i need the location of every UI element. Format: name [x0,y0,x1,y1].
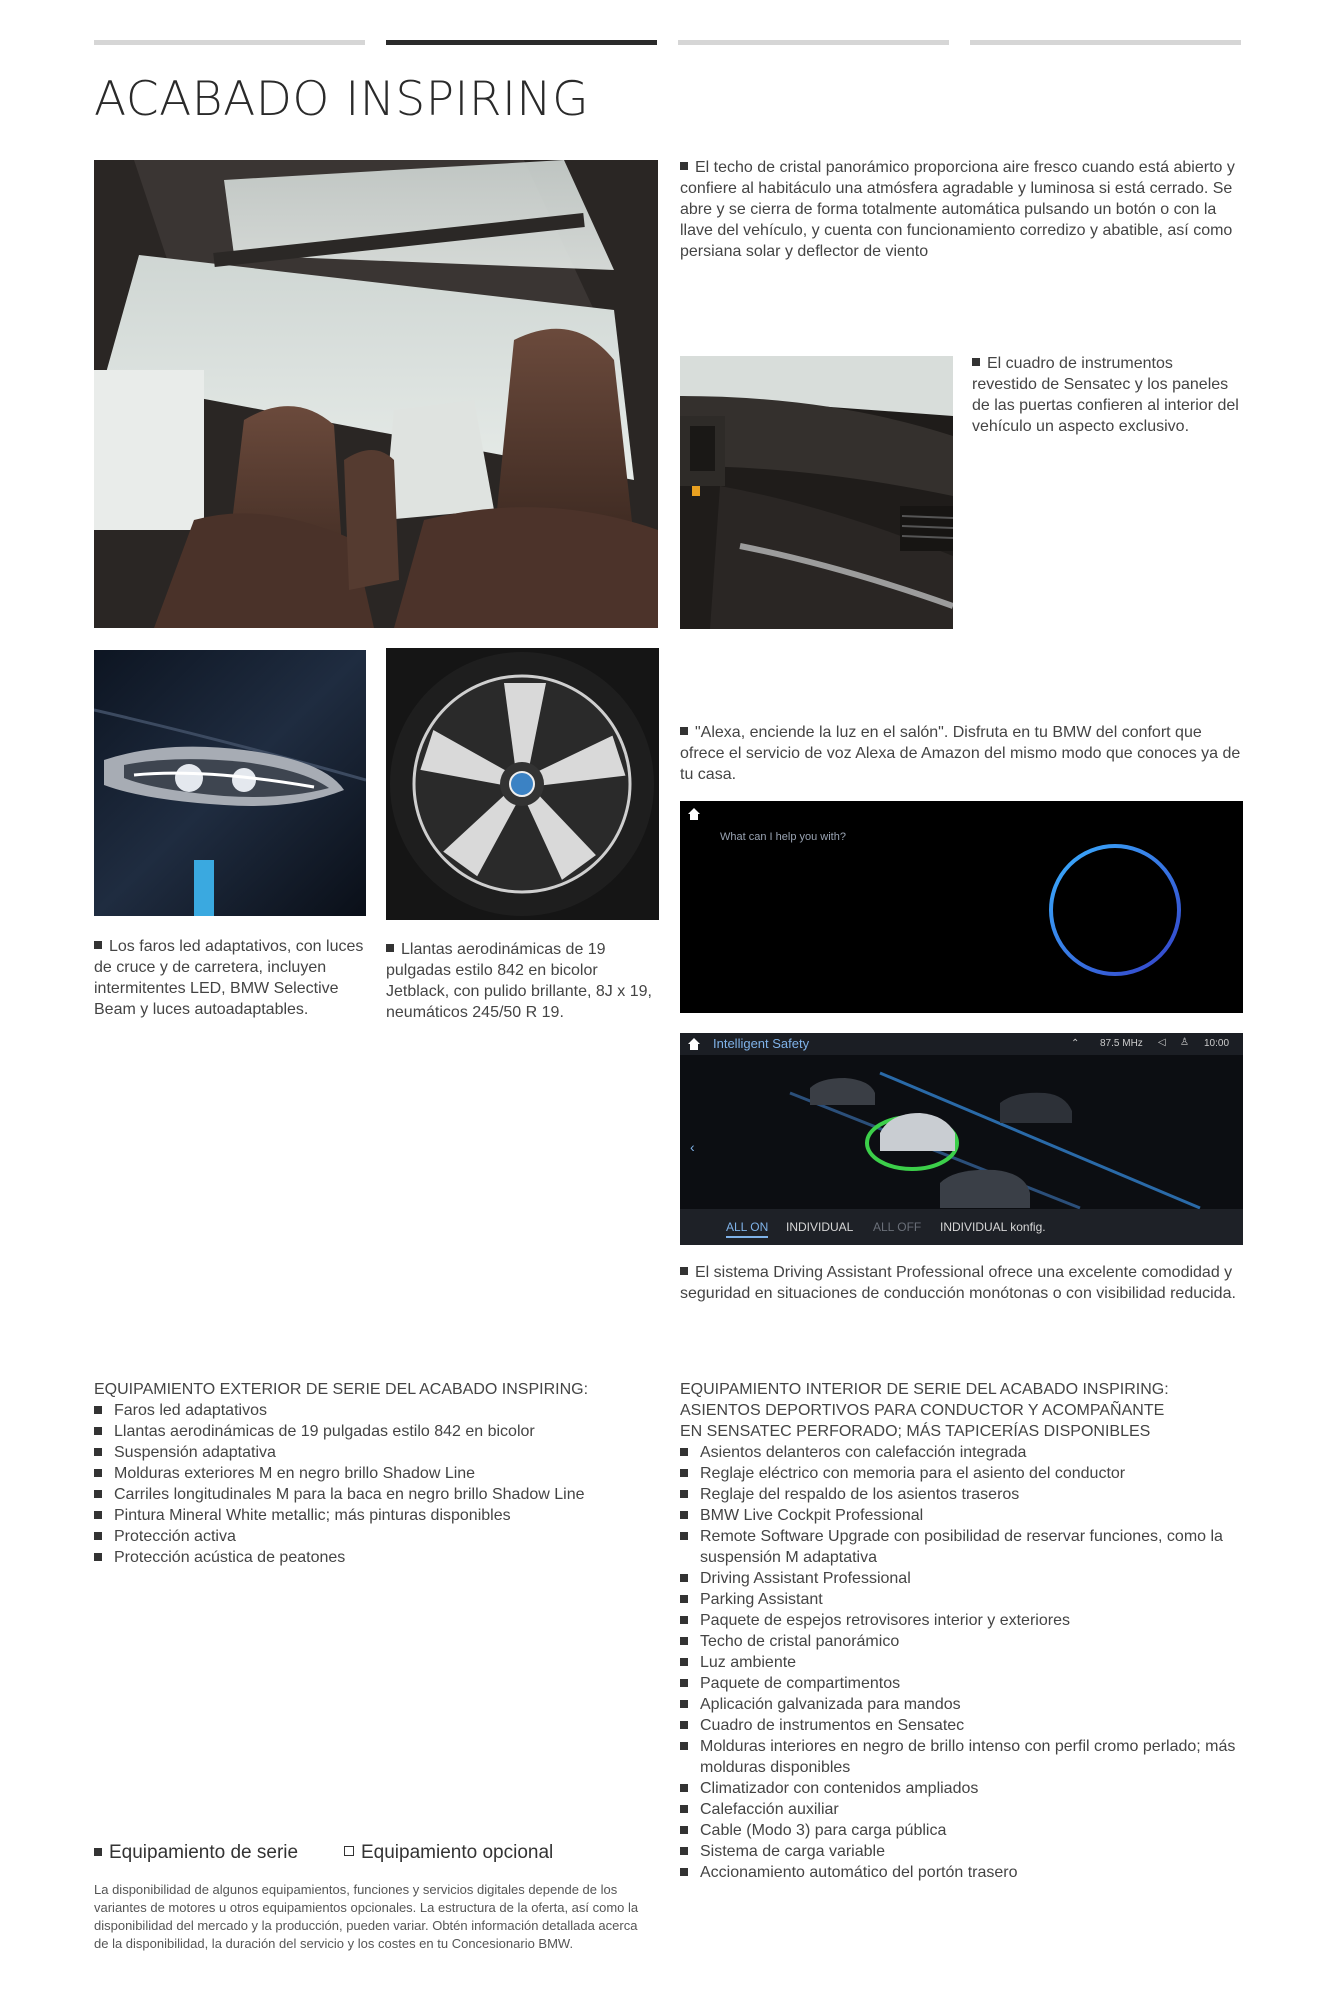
exterior-equipment-list [94,1400,654,1568]
interior-item [680,1694,1246,1715]
exterior-item [94,1484,654,1505]
interior-item-label: Paquete de espejos retrovisores interior y exteriores [700,1612,1070,1629]
clock-time: 10:00 [1204,1038,1230,1049]
chevron-up-icon[interactable]: ⌃ [1071,1038,1080,1049]
bullet-square-icon [94,1511,102,1519]
interior-equipment-title-1: EQUIPAMIENTO INTERIOR DE SERIE DEL ACABADO INSPIRING: [680,1381,1169,1398]
panoramic-roof-caption-text: El techo de cristal panorámico proporciona aire fresco cuando está abierto y confiere al habitáculo una atmósfera agradable y luminosa si está cerrado. Se abre y se cierra de forma totalmente automática pulsando un botón o con la llave del vehículo, y cuenta con funcionamiento corredizo y abatible, así como persiana solar y deflector de viento [680,159,1235,260]
all-off-button[interactable]: ALL OFF [873,1220,922,1234]
interior-equipment-title-2: ASIENTOS DEPORTIVOS PARA CONDUCTOR Y ACOMPAÑANTE [680,1402,1165,1419]
headlights-caption [94,936,369,1020]
individual-button[interactable]: INDIVIDUAL [786,1220,854,1234]
headlights-caption-text: Los faros led adaptativos, con luces de cruce y de carretera, incluyen intermitentes LED, BMW Selective Beam y luces autoadaptables. [94,938,364,1018]
bullet-square-icon [680,1490,688,1498]
exterior-item [94,1463,654,1484]
headlight-photo [94,650,366,916]
safety-title: Intelligent Safety [713,1036,810,1051]
page-title: ACABADO INSPIRING [94,72,590,127]
interior-item [680,1820,1246,1841]
speaker-icon[interactable]: ◁ [1158,1037,1166,1048]
bullet-square-icon [94,1427,102,1435]
interior-item-label: Accionamiento automático del portón trasero [700,1864,1018,1881]
bullet-square-icon [680,1805,688,1813]
exterior-equipment-title: EQUIPAMIENTO EXTERIOR DE SERIE DEL ACABADO INSPIRING: [94,1381,589,1398]
legend-standard [94,1842,298,1864]
exterior-item-label: Pintura Mineral White metallic; más pinturas disponibles [114,1507,511,1524]
interior-item-label: Aplicación galvanizada para mandos [700,1696,961,1713]
interior-item [680,1778,1246,1799]
interior-item-label: BMW Live Cockpit Professional [700,1507,924,1524]
interior-item-label: Calefacción auxiliar [700,1801,839,1818]
chevron-left-icon[interactable]: ‹ [690,1139,695,1155]
exterior-item [94,1526,654,1547]
interior-equipment-section [680,1379,1246,1883]
legend-optional [344,1842,553,1864]
dashboard-caption [972,353,1242,437]
bullet-square-icon [386,944,394,952]
interior-item [680,1736,1246,1778]
bullet-square-icon [94,941,102,949]
exterior-item [94,1400,654,1421]
bullet-square-icon [680,1784,688,1792]
tab-indicator-3[interactable] [678,40,949,45]
interior-item [680,1463,1246,1484]
availability-footnote: La disponibilidad de algunos equipamientos, funciones y servicios digitales depende de los variantes de motores u otros equipamientos opcionales. La estructura de la oferta, así como la disponibilidad del mercado y la producción, pueden variar. Obtén información detallada acerca de la disponibilidad, la duración del servicio y los costes en tu Concesionario BMW. [94,1882,639,1951]
driving-assistant-caption [680,1262,1245,1304]
intelligent-safety-screen [680,1033,1243,1245]
bullet-square-icon [680,1847,688,1855]
tab-indicator-2-active[interactable] [386,40,657,45]
exterior-item-label: Carriles longitudinales M para la baca en negro brillo Shadow Line [114,1486,585,1503]
alexa-caption [680,722,1242,785]
bullet-square-icon [680,1658,688,1666]
interior-item [680,1442,1246,1463]
individual-konfig-button[interactable]: INDIVIDUAL konfig. [940,1220,1046,1234]
wheel-photo [386,648,659,920]
exterior-item [94,1421,654,1442]
bullet-square-icon [680,1532,688,1540]
interior-item-label: Cuadro de instrumentos en Sensatec [700,1717,965,1734]
exterior-item [94,1442,654,1463]
bullet-square-icon [94,1469,102,1477]
interior-item [680,1484,1246,1505]
interior-equipment-title-3: EN SENSATEC PERFORADO; MÁS TAPICERÍAS DISPONIBLES [680,1423,1151,1440]
interior-item-label: Sistema de carga variable [700,1843,885,1860]
interior-item [680,1568,1246,1589]
interior-item-label: Parking Assistant [700,1591,823,1608]
interior-item [680,1505,1246,1526]
wheels-caption [386,939,656,1023]
bullet-square-icon [680,1595,688,1603]
bullet-square-icon [680,1267,688,1275]
interior-item-label: Driving Assistant Professional [700,1570,911,1587]
bullet-square-icon [680,1448,688,1456]
alexa-prompt: What can I help you with? [720,831,846,843]
bullet-square-icon [680,1511,688,1519]
interior-item-label: Remote Software Upgrade con posibilidad de reservar funciones, como la suspensión M adaptativa [700,1528,1223,1566]
legend-standard-label: Equipamiento de serie [109,1842,299,1863]
bullet-square-icon [680,1700,688,1708]
bullet-square-icon [680,1679,688,1687]
bullet-square-icon [94,1448,102,1456]
dashboard-photo [680,356,953,629]
exterior-item-label: Llantas aerodinámicas de 19 pulgadas estilo 842 en bicolor [114,1423,535,1440]
interior-item [680,1631,1246,1652]
interior-item [680,1610,1246,1631]
bullet-square-icon [680,162,688,170]
panoramic-roof-photo [94,160,658,628]
dashboard-caption-text: El cuadro de instrumentos revestido de Sensatec y los paneles de las puertas confieren al interior del vehículo un aspecto exclusivo. [972,355,1239,435]
user-icon[interactable]: ♙ [1180,1037,1189,1048]
bullet-square-icon [680,1721,688,1729]
exterior-equipment-section [94,1379,654,1568]
interior-item [680,1715,1246,1736]
legend-optional-label: Equipamiento opcional [361,1842,554,1863]
driving-assistant-caption-text: El sistema Driving Assistant Professional ofrece una excelente comodidad y seguridad en situaciones de conducción monótonas o con visibilidad reducida. [680,1264,1236,1302]
radio-frequency: 87.5 MHz [1100,1038,1143,1049]
interior-equipment-list [680,1442,1246,1883]
alexa-caption-text: "Alexa, enciende la luz en el salón". Disfruta en tu BMW del confort que ofrece el servicio de voz Alexa de Amazon del mismo modo que conoces ya de tu casa. [680,724,1241,783]
bullet-square-icon [680,1868,688,1876]
tab-indicator-1[interactable] [94,40,365,45]
interior-item [680,1652,1246,1673]
wheels-caption-text: Llantas aerodinámicas de 19 pulgadas estilo 842 en bicolor Jetblack, con pulido brillante, 8J x 19, neumáticos 245/50 R 19. [386,941,652,1021]
interior-item [680,1526,1246,1568]
alexa-ring-icon[interactable] [1047,842,1183,978]
bullet-square-icon [680,1637,688,1645]
bullet-square-icon [94,1553,102,1561]
bullet-square-icon [972,358,980,366]
bullet-square-icon [94,1490,102,1498]
interior-item [680,1673,1246,1694]
interior-item-label: Techo de cristal panorámico [700,1633,900,1650]
panoramic-roof-caption [680,157,1240,262]
interior-item-label: Climatizador con contenidos ampliados [700,1780,979,1797]
all-on-button[interactable]: ALL ON [726,1220,768,1238]
exterior-item-label: Protección acústica de peatones [114,1549,346,1566]
exterior-item-label: Protección activa [114,1528,236,1545]
interior-item [680,1841,1246,1862]
exterior-item [94,1505,654,1526]
interior-item-label: Paquete de compartimentos [700,1675,901,1692]
interior-item-label: Reglaje eléctrico con memoria para el asiento del conductor [700,1465,1126,1482]
bullet-square-icon [680,1742,688,1750]
interior-item [680,1799,1246,1820]
bullet-square-icon [680,727,688,735]
exterior-item-label: Suspensión adaptativa [114,1444,276,1461]
alexa-screen [680,801,1243,1013]
interior-item-label: Cable (Modo 3) para carga pública [700,1822,947,1839]
interior-item-label: Luz ambiente [700,1654,797,1671]
bullet-square-icon [680,1469,688,1477]
filled-square-icon [94,1848,102,1856]
bullet-square-icon [680,1574,688,1582]
empty-square-icon [344,1846,354,1856]
home-icon[interactable] [687,1037,701,1051]
interior-item-label: Asientos delanteros con calefacción integrada [700,1444,1027,1461]
bullet-square-icon [94,1532,102,1540]
interior-item [680,1589,1246,1610]
exterior-item-label: Molduras exteriores M en negro brillo Shadow Line [114,1465,476,1482]
exterior-item [94,1547,654,1568]
bullet-square-icon [94,1406,102,1414]
tab-indicator-4[interactable] [970,40,1241,45]
bullet-square-icon [680,1826,688,1834]
interior-item [680,1862,1246,1883]
home-icon[interactable] [687,807,701,821]
bullet-square-icon [680,1616,688,1624]
exterior-item-label: Faros led adaptativos [114,1402,267,1419]
interior-item-label: Reglaje del respaldo de los asientos traseros [700,1486,1020,1503]
interior-item-label: Molduras interiores en negro de brillo intenso con perfil cromo perlado; más molduras disponibles [700,1738,1236,1776]
